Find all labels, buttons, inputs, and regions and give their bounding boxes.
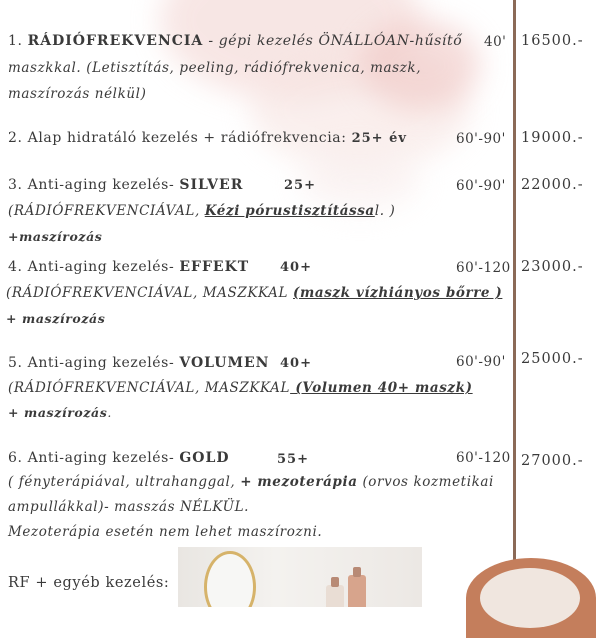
item-5-addon: + maszírozás. [8, 405, 112, 420]
item-2-time: 60'-90' [456, 131, 506, 147]
item-5-time: 60'-90' [456, 354, 506, 370]
mirror-image [204, 551, 256, 607]
item-6-description: ( fényterápiával, ultrahanggal, + mezoterápia (orvos kozmetikai [8, 474, 494, 490]
item-6-time: 60'-120 [456, 450, 511, 466]
treatment-bowl-photo [466, 558, 596, 638]
bottle-image [348, 575, 366, 607]
item-5-age: 40+ [280, 356, 312, 371]
item-3-price: 22000.- [521, 177, 584, 193]
item-4-title: 4. Anti-aging kezelés- EFFEKT [8, 259, 250, 275]
item-4-age: 40+ [280, 260, 312, 275]
item-3-title: 3. Anti-aging kezelés- SILVER [8, 177, 244, 193]
item-1-title: 1. RÁDIÓFREKVENCIA - gépi kezelés ÖNÁLLÓAN-hűsítő [8, 33, 463, 49]
item-6-title: 6. Anti-aging kezelés- GOLD [8, 450, 230, 466]
item-6-description-2: ampullákkal)- masszás NÉLKÜL. [8, 499, 250, 515]
item-3-age: 25+ [284, 178, 316, 193]
item-6-price: 27000.- [521, 453, 584, 469]
item-3-time: 60'-90' [456, 178, 506, 194]
item-1-time: 40' [484, 34, 507, 50]
item-5-description: (RÁDIÓFREKVENCIÁVAL, MASZKKAL (Volumen 40+ maszk) [8, 380, 473, 396]
item-4-time: 60'-120 [456, 260, 511, 276]
bottle-image [326, 585, 344, 607]
price-column-divider [513, 0, 516, 600]
item-6-note: Mezoterápia esetén nem lehet maszírozni. [8, 524, 323, 540]
cosmetics-photo [178, 547, 422, 607]
item-4-price: 23000.- [521, 259, 584, 275]
item-2-price: 19000.- [521, 130, 584, 146]
item-6-age: 55+ [277, 452, 309, 467]
item-4-description: (RÁDIÓFREKVENCIÁVAL, MASZKKAL (maszk vízhiányos bőrre ) [6, 285, 503, 301]
item-1-description-2: maszírozás nélkül) [8, 86, 147, 102]
item-5-price: 25000.- [521, 351, 584, 367]
item-3-description: (RÁDIÓFREKVENCIÁVAL, Kézi pórustisztítással. ) [8, 203, 396, 219]
item-2-title: 2. Alap hidratáló kezelés + rádiófrekvencia: 25+ év [8, 130, 407, 146]
item-1-description: maszkkal. (Letisztítás, peeling, rádiófrekvenica, maszk, [8, 60, 422, 76]
item-5-title: 5. Anti-aging kezelés- VOLUMEN [8, 355, 270, 371]
watercolor-wash [300, 150, 420, 210]
item-3-addon: +maszírozás [8, 229, 103, 244]
item-1-price: 16500.- [521, 33, 584, 49]
rf-other-treatments-label: RF + egyéb kezelés: [8, 575, 170, 591]
item-4-addon: + maszírozás [6, 311, 106, 326]
